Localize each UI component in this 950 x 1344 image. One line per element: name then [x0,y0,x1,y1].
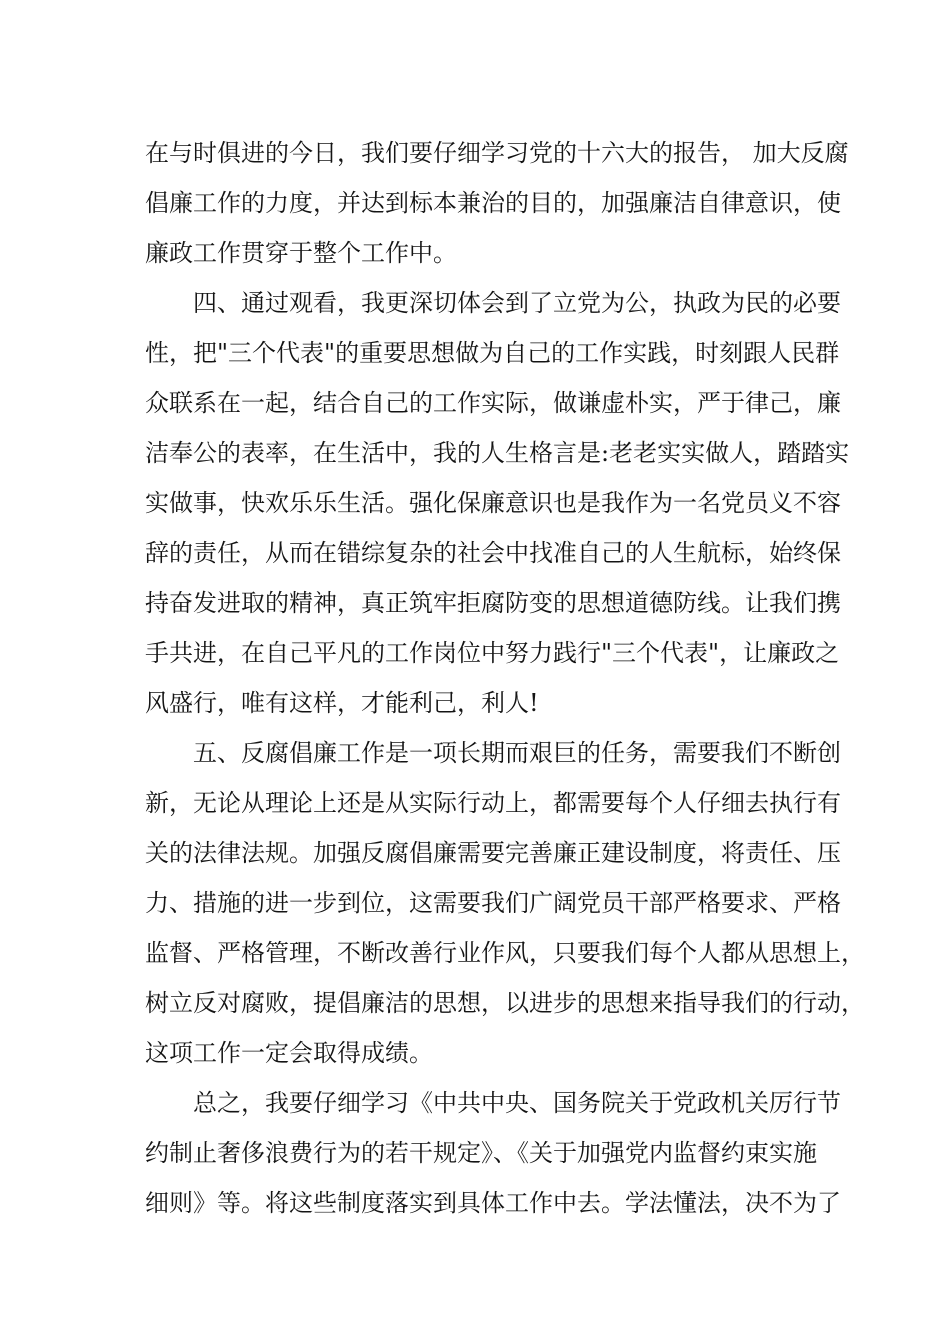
paragraph-line: 这项工作一定会取得成绩。 [145,1039,433,1067]
paragraph-first-line: 五、反腐倡廉工作是一项长期而艰巨的任务，需要我们不断创 [193,739,841,767]
paragraph-line: 洁奉公的表率，在生活中，我的人生格言是:老老实实做人，踏踏实 [145,439,850,467]
paragraph-line: 约制止奢侈浪费行为的若干规定》、《关于加强党内监督约束实施 [145,1139,817,1167]
paragraph-line: 树立反对腐败，提倡廉洁的思想，以进步的思想来指导我们的行动， [145,989,865,1017]
paragraph-line: 实做事，快欢乐乐生活。强化保廉意识也是我作为一名党员义不容 [145,489,841,517]
document-body [145,128,865,1228]
paragraph-line: 监督、严格管理，不断改善行业作风，只要我们每个人都从思想上， [145,939,865,967]
paragraph-line: 性，把"三个代表"的重要思想做为自己的工作实践，时刻跟人民群 [145,339,840,367]
paragraph-line: 众联系在一起，结合自己的工作实际，做谦虚朴实，严于律己，廉 [145,389,841,417]
paragraph-first-line: 四、通过观看，我更深切体会到了立党为公，执政为民的必要 [193,289,841,317]
paragraph-line: 辞的责任，从而在错综复杂的社会中找准自己的人生航标，始终保 [145,539,841,567]
paragraph-line: 廉政工作贯穿于整个工作中。 [145,239,457,267]
paragraph-line: 力、措施的进一步到位，这需要我们广阔党员干部严格要求、严格 [145,889,841,917]
paragraph-line: 手共进，在自己平凡的工作岗位中努力践行"三个代表"，让廉政之 [145,639,840,667]
paragraph-line: 新，无论从理论上还是从实际行动上，都需要每个人仔细去执行有 [145,789,841,817]
paragraph-line: 在与时俱进的今日，我们要仔细学习党的十六大的报告， 加大反腐 [145,139,849,167]
paragraph-line: 细则》等。将这些制度落实到具体工作中去。学法懂法，决不为了 [145,1189,841,1217]
paragraph-first-line: 总之，我要仔细学习《中共中央、国务院关于党政机关厉行节 [193,1089,841,1117]
paragraph-line: 关的法律法规。加强反腐倡廉需要完善廉正建设制度，将责任、压 [145,839,841,867]
paragraph-line: 风盛行，唯有这样，才能利己，利人! [145,689,539,717]
paragraph-line: 持奋发进取的精神，真正筑牢拒腐防变的思想道德防线。让我们携 [145,589,841,617]
paragraph-line: 倡廉工作的力度，并达到标本兼治的目的，加强廉洁自律意识，使 [145,189,841,217]
